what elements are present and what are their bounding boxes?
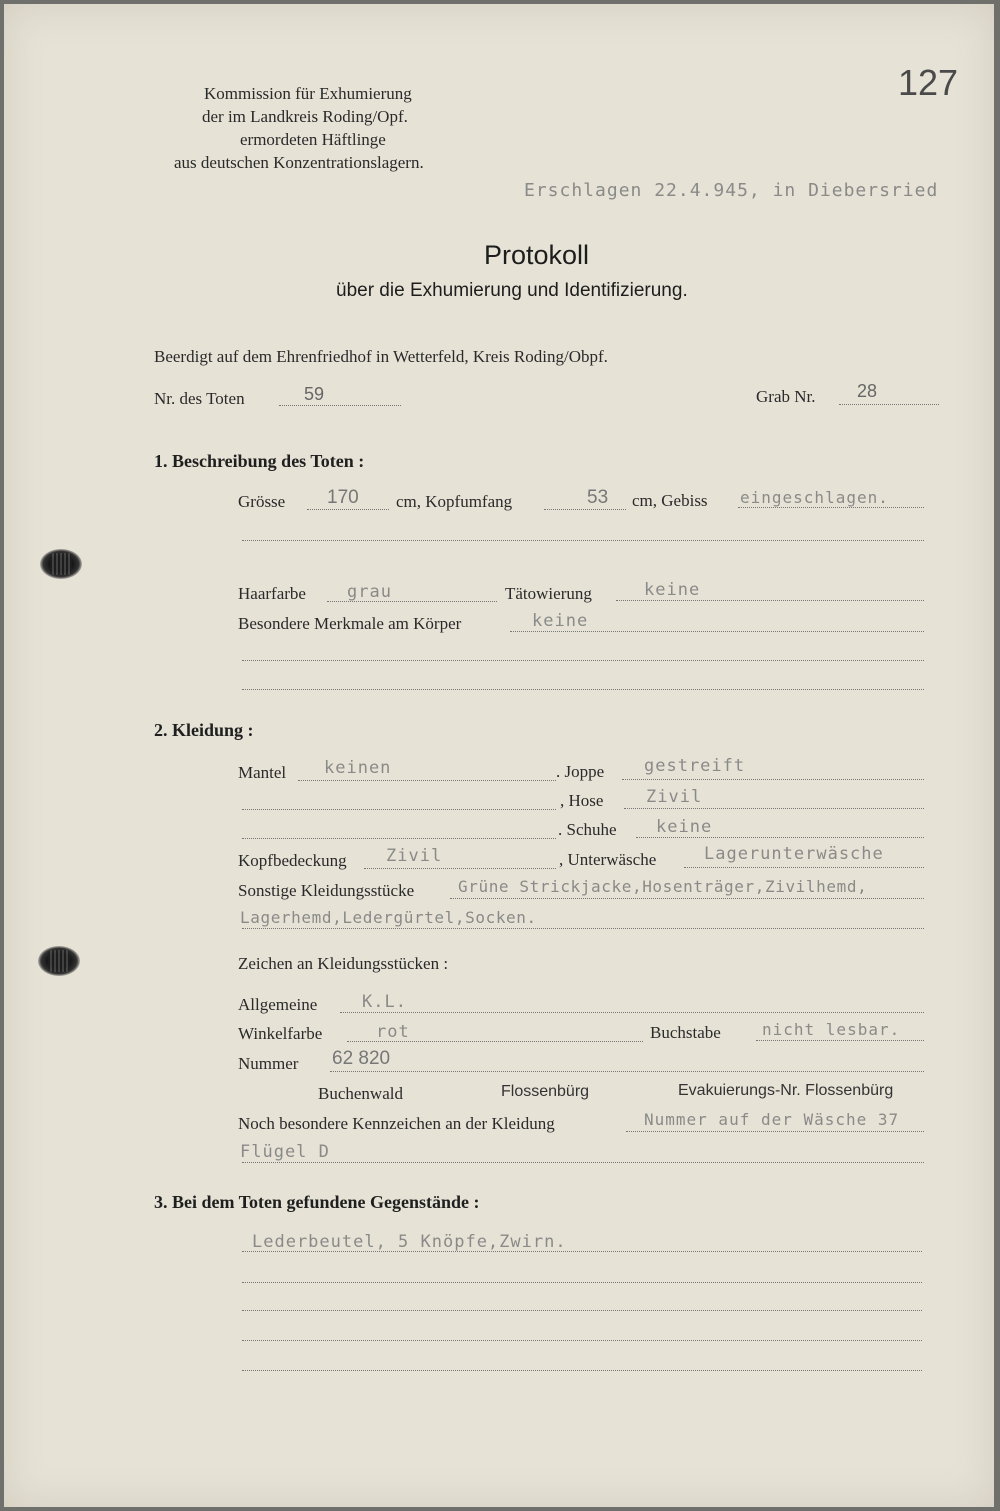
mantel-label: Mantel (238, 763, 287, 782)
document-sheet (4, 4, 994, 1507)
blank-line-1 (242, 540, 924, 541)
schuhe-value: keine (656, 817, 713, 837)
merkmale-label: Besondere Merkmale am Körper (238, 614, 462, 633)
nr-value: 59 (304, 384, 325, 404)
header-line-4: aus deutschen Konzentrationslagern. (174, 153, 424, 172)
haarfarbe-value: grau (347, 582, 392, 602)
sonstige-label: Sonstige Kleidungsstücke (238, 881, 415, 900)
taetowierung-label: Tätowierung (505, 584, 592, 603)
schuhe-line (636, 837, 924, 838)
sonstige-line-2 (242, 928, 924, 929)
winkelfarbe-value: rot (376, 1022, 410, 1042)
allgemeine-label: Allgemeine (238, 995, 318, 1014)
items-line-5 (242, 1370, 922, 1371)
unterwaesche-value: Lagerunterwäsche (704, 844, 884, 864)
hose-left-line (242, 809, 556, 810)
noch-line-2 (242, 1162, 924, 1163)
evakuierungs-label: Evakuierungs-Nr. Flossenbürg (678, 1082, 894, 1099)
noch-label: Noch besondere Kennzeichen an der Kleidung (238, 1114, 555, 1133)
grab-line (839, 404, 939, 405)
burial-line: Beerdigt auf dem Ehrenfriedhof in Wetterfeld, Kreis Roding/Obpf. (154, 347, 608, 366)
groesse-line (307, 509, 389, 510)
nr-line (279, 405, 401, 406)
gebiss-label: cm, Gebiss (632, 491, 708, 510)
buchstabe-label: Buchstabe (650, 1023, 721, 1042)
groesse-value: 170 (327, 487, 359, 508)
header-line-1: Kommission für Exhumierung (204, 84, 412, 103)
gebiss-value: eingeschlagen. (740, 488, 889, 507)
blank-line-3 (242, 689, 924, 690)
kopfumfang-value: 53 (587, 487, 609, 508)
sonstige-value-1: Grüne Strickjacke,Hosenträger,Zivilhemd, (458, 877, 868, 896)
joppe-line (622, 779, 924, 780)
blank-line-2 (242, 660, 924, 661)
unterwaesche-line (684, 867, 924, 868)
sonstige-value-2: Lagerhemd,Ledergürtel,Socken. (240, 908, 537, 927)
noch-value-2: Flügel D (240, 1142, 330, 1162)
haarfarbe-label: Haarfarbe (238, 584, 306, 603)
typed-death-note: Erschlagen 22.4.945, in Diebersried (524, 180, 939, 201)
buchstabe-line (756, 1040, 924, 1041)
kopfbedeckung-value: Zivil (386, 846, 443, 866)
punch-hole-bottom (38, 946, 80, 976)
buchenwald-label: Buchenwald (318, 1084, 403, 1103)
merkmale-value: keine (532, 611, 589, 631)
grab-value: 28 (857, 381, 878, 401)
joppe-value: gestreift (644, 756, 746, 776)
allgemeine-line (340, 1012, 924, 1013)
kopfbedeckung-label: Kopfbedeckung (238, 851, 347, 870)
kopfbedeckung-line (364, 868, 556, 869)
merkmale-line (510, 631, 924, 632)
nummer-label: Nummer (238, 1054, 299, 1073)
section-2-heading: 2. Kleidung : (154, 720, 254, 740)
mantel-line (298, 780, 556, 781)
winkelfarbe-label: Winkelfarbe (238, 1024, 323, 1043)
hose-line (624, 808, 924, 809)
taetowierung-line (616, 600, 924, 601)
items-line-3 (242, 1310, 922, 1311)
joppe-label: . Joppe (556, 762, 605, 781)
mantel-value: keinen (324, 758, 392, 778)
section-3-heading: 3. Bei dem Toten gefundene Gegenstände : (154, 1192, 480, 1212)
sonstige-line (450, 898, 924, 899)
flossenbuerg-label: Flossenbürg (501, 1083, 590, 1100)
groesse-label: Grösse (238, 492, 286, 511)
hose-label: , Hose (560, 791, 604, 810)
header-line-3: ermordeten Häftlinge (240, 130, 386, 149)
page-number: 127 (898, 62, 959, 103)
gebiss-line (738, 507, 924, 508)
schuhe-label: . Schuhe (558, 820, 617, 839)
grab-label: Grab Nr. (756, 387, 816, 406)
nr-label: Nr. des Toten (154, 389, 245, 408)
allgemeine-value: K.L. (362, 992, 407, 1012)
nummer-line (330, 1071, 924, 1072)
document-title: Protokoll (484, 240, 590, 270)
hose-value: Zivil (646, 787, 703, 807)
noch-line (626, 1131, 924, 1132)
noch-value-1: Nummer auf der Wäsche 37 (644, 1110, 900, 1129)
nummer-value: 62 820 (332, 1048, 391, 1069)
buchstabe-value: nicht lesbar. (762, 1020, 901, 1039)
header-line-2: der im Landkreis Roding/Opf. (202, 107, 408, 126)
kopfumfang-label: cm, Kopfumfang (396, 492, 513, 511)
unterwaesche-label: , Unterwäsche (559, 850, 657, 869)
items-value: Lederbeutel, 5 Knöpfe,Zwirn. (252, 1232, 567, 1252)
schuhe-left-line (242, 838, 556, 839)
items-line-2 (242, 1282, 922, 1283)
kopfumfang-line (544, 509, 626, 510)
section-1-heading: 1. Beschreibung des Toten : (154, 451, 365, 471)
zeichen-label: Zeichen an Kleidungsstücken : (238, 954, 449, 973)
document-subtitle: über die Exhumierung und Identifizierung. (336, 280, 688, 301)
taetowierung-value: keine (644, 580, 701, 600)
punch-hole-top (40, 549, 82, 579)
items-line-4 (242, 1340, 922, 1341)
